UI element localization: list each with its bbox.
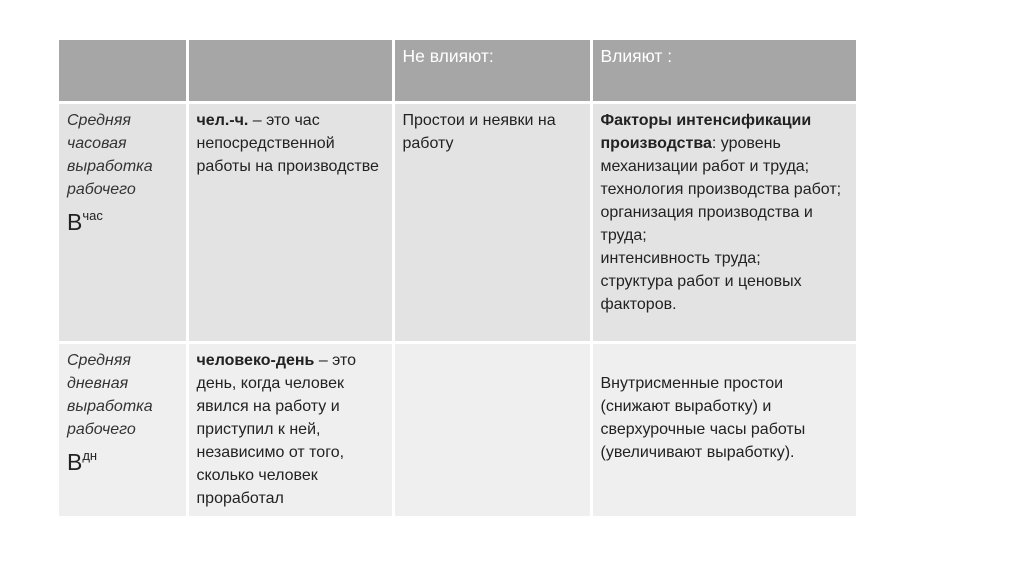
- affect-item: технология производства работ;: [600, 181, 842, 198]
- header-not-affect: Не влияют:: [393, 40, 591, 103]
- metric-label: [67, 109, 178, 201]
- definition-text: – это день, когда человек явился на работу и приступил к ней, независимо от того, сколько человек проработал: [196, 352, 357, 507]
- symbol-letter: В: [67, 209, 83, 235]
- definition-cell: [187, 343, 393, 517]
- factors-table: [59, 40, 856, 516]
- metric-cell: [59, 103, 187, 343]
- affect-text: Внутрисменные простои (снижают выработку) и сверхурочные часы работы (увеличивают выработку).: [600, 375, 806, 461]
- header-row: [59, 40, 856, 103]
- affect-cell: [591, 103, 856, 343]
- metric-symbol: [67, 203, 178, 239]
- metric-line: дневная: [67, 375, 129, 392]
- affect-item: интенсивность труда;: [600, 250, 761, 267]
- affect-item: организация производства и труда;: [600, 204, 813, 244]
- definition-term: чел.-ч.: [196, 112, 249, 129]
- metric-line: Средняя: [67, 112, 131, 129]
- metric-line: рабочего: [67, 181, 136, 198]
- symbol-letter: В: [67, 449, 83, 475]
- affect-title-tail: : уровень механизации работ и труда;: [600, 135, 810, 175]
- table-row: [59, 103, 856, 343]
- definition-term: человеко-день: [196, 352, 315, 369]
- metric-symbol: [67, 443, 178, 479]
- metric-line: рабочего: [67, 421, 136, 438]
- metric-line: выработка: [67, 158, 153, 175]
- metric-line: часовая: [67, 135, 127, 152]
- symbol-superscript: час: [82, 208, 103, 223]
- affect-cell: [591, 343, 856, 517]
- header-cell-metric: [59, 40, 187, 103]
- metric-label: [67, 349, 178, 441]
- not-affect-cell: [393, 343, 591, 517]
- metric-cell: [59, 343, 187, 517]
- header-affect: Влияют :: [591, 40, 856, 103]
- definition-text: – это час непосредственной работы на производстве: [196, 112, 379, 175]
- symbol-superscript: дн: [82, 448, 98, 463]
- not-affect-cell: Простои и неявки на работу: [393, 103, 591, 343]
- definition-cell: [187, 103, 393, 343]
- affect-title: Факторы интенсификации производства: [600, 112, 812, 152]
- table-row: [59, 343, 856, 517]
- header-cell-definition: [187, 40, 393, 103]
- metric-line: Средняя: [67, 352, 131, 369]
- metric-line: выработка: [67, 398, 153, 415]
- affect-item: структура работ и ценовых факторов.: [600, 273, 802, 313]
